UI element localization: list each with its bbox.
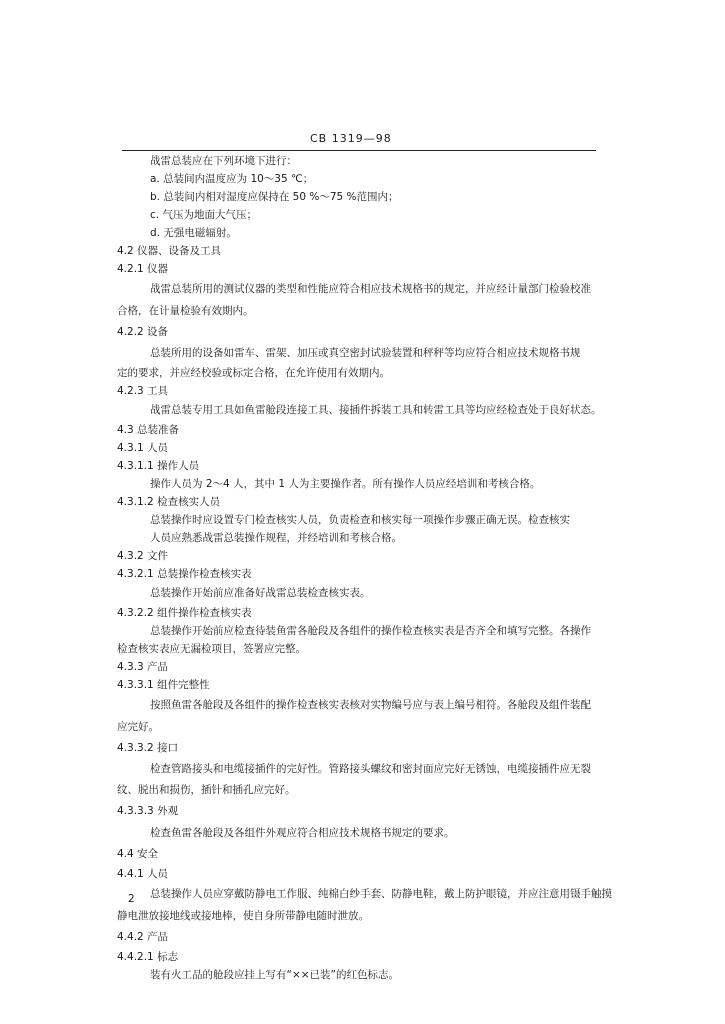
section-heading: 4.4.2.1 标志 bbox=[117, 951, 179, 963]
section-heading: 4.3.2.1 总装操作检查核实表 bbox=[117, 568, 252, 580]
paragraph-line: 总装操作人员应穿戴防静电工作服、纯棉白纱手套、防静电鞋，戴上防护眼镜，并应注意用镊手触摸 bbox=[150, 888, 612, 900]
list-item: a. 总装间内温度应为 10～35 ℃； bbox=[150, 173, 314, 185]
paragraph-line: 总装所用的设备如雷车、雷架、加压或真空密封试验装置和秤秤等均应符合相应技术规格书规 bbox=[150, 347, 581, 359]
section-heading: 4.3.3 产品 bbox=[117, 661, 169, 673]
paragraph-line: 人员应熟悉战雷总装操作规程，并经培训和考核合格。 bbox=[150, 532, 402, 544]
paragraph-line: 定的要求，并应经校验或标定合格，在允许使用有效期内。 bbox=[117, 367, 390, 379]
section-heading: 4.4 安全 bbox=[117, 848, 159, 860]
section-heading: 4.3.3.3 外观 bbox=[117, 805, 179, 817]
section-heading: 4.3.1 人员 bbox=[117, 442, 169, 454]
paragraph-line: 检查核实表应无漏检项目，签署应完整。 bbox=[117, 643, 306, 655]
document-code: CB 1319—98 bbox=[310, 132, 392, 145]
paragraph-line: 合格，在计量检验有效期内。 bbox=[117, 305, 254, 317]
section-heading: 4.4.2 产品 bbox=[117, 931, 169, 943]
list-item: b. 总装间内相对湿度应保持在 50 %～75 %范围内； bbox=[150, 191, 399, 203]
list-item: c. 气压为地面大气压； bbox=[150, 209, 257, 221]
section-heading: 4.2.2 设备 bbox=[117, 326, 169, 338]
paragraph-line: 战雷总装所用的测试仪器的类型和性能应符合相应技术规格书的规定，并应经计量部门检验校准 bbox=[150, 283, 591, 295]
list-item: d. 无强电磁辐射。 bbox=[150, 227, 237, 239]
paragraph-line: 应完好。 bbox=[117, 721, 159, 733]
paragraph-line: 总装操作时应设置专门检查核实人员，负责检查和核实每一项操作步骤正确无误。检查核实 bbox=[150, 514, 570, 526]
section-heading: 4.3.1.2 检查核实人员 bbox=[117, 496, 221, 508]
section-heading: 4.3 总装准备 bbox=[117, 424, 180, 436]
section-heading: 4.3.2 文件 bbox=[117, 550, 169, 562]
paragraph-line: 总装操作开始前应准备好战雷总装检查核实表。 bbox=[150, 587, 371, 599]
section-heading: 4.4.1 人员 bbox=[117, 868, 169, 880]
section-heading: 4.3.2.2 组件操作检查核实表 bbox=[117, 607, 252, 619]
paragraph-line: 战雷总装专用工具如鱼雷舱段连接工具、接插件拆装工具和转雷工具等均应经检查处于良好状态。 bbox=[150, 404, 602, 416]
paragraph-line: 按照鱼雷各舱段及各组件的操作检查核实表核对实物编号应与表上编号相符。各舱段及组件装配 bbox=[150, 699, 591, 711]
section-heading: 4.2.1 仪器 bbox=[117, 263, 169, 275]
page-number: 2 bbox=[128, 893, 135, 905]
section-heading: 4.2.3 工具 bbox=[117, 385, 169, 397]
paragraph-line: 检查鱼雷各舱段及各组件外观应符合相应技术规格书规定的要求。 bbox=[150, 827, 455, 839]
section-heading: 4.2 仪器、设备及工具 bbox=[117, 245, 222, 257]
section-heading: 4.3.3.1 组件完整性 bbox=[117, 679, 210, 691]
paragraph-line: 操作人员为 2～4 人，其中 1 人为主要操作者。所有操作人员应经培训和考核合格。 bbox=[150, 478, 541, 490]
paragraph-line: 纹、脱出和损伤，插针和插孔应完好。 bbox=[117, 784, 296, 796]
paragraph-line: 检查管路接头和电缆接插件的完好性。管路接头螺纹和密封面应完好无锈蚀，电缆接插件应无裂 bbox=[150, 763, 591, 775]
paragraph-line: 装有火工品的舱段应挂上写有“××已装”的红色标志。 bbox=[150, 969, 399, 981]
paragraph-line: 战雷总装应在下列环境下进行： bbox=[150, 155, 297, 167]
section-heading: 4.3.1.1 操作人员 bbox=[117, 460, 200, 472]
paragraph-line: 总装操作开始前应检查待装鱼雷各舱段及各组件的操作检查核实表是否齐全和填写完整。各操作 bbox=[150, 625, 591, 637]
document-body bbox=[117, 153, 612, 984]
section-heading: 4.3.3.2 接口 bbox=[117, 742, 179, 754]
header-divider bbox=[122, 150, 596, 151]
paragraph-line: 静电泄放接地线或接地棒，使自身所带静电随时泄放。 bbox=[117, 910, 369, 922]
